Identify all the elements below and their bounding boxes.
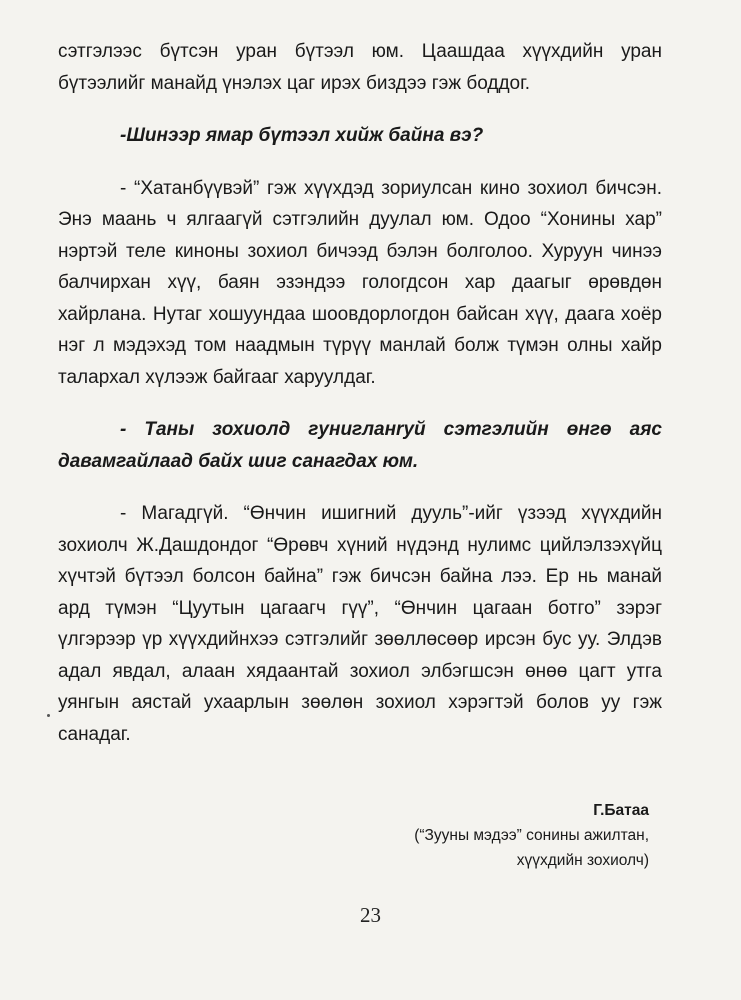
article-body bbox=[58, 36, 662, 750]
interview-question-2: - Таны зохиолд гунигланrуй сэтгэлийн өнгө аяс давамгайлаад байх шиг санагдах юм. bbox=[58, 419, 662, 472]
interview-question-1: -Шинээр ямар бүтээл хийж байна вэ? bbox=[120, 125, 484, 146]
answer-paragraph-2: - Магадгүй. “Өнчин ишигний дууль”-ийг үзээд хүүхдийн зохиолч Ж.Дашдондог “Өрөвч хүний нүдэнд нулимс цийлэлзэхүйц хүчтэй бүтээл болсон байна” гэж бичсэн байна лээ. Ер нь манай ард түмэн “Цуутын цагаагч гүү”, “Өнчин цагаан ботго” зэрэг үлгэрээр үр хүүхдийнхээ сэтгэлийг зөөллөсөөр ирсэн бус уу. Элдэв адал явдал, алаан хядаантай зохиол элбэгшсэн өнөө цагт утга уянгын аястай ухаарлын зөөлөн зохиол хэрэгтэй болов уу гэж санадаг. bbox=[58, 503, 662, 745]
paragraph-intro: сэтгэлээс бүтсэн уран бүтээл юм. Цаашдаа хүүхдийн уран бүтээлийг манайд үнэлэх цаг ирэх биздээ гэж боддог. bbox=[58, 41, 662, 94]
answer-paragraph-1: - “Хатанбүүвэй” гэж хүүхдэд зориулсан кино зохиол бичсэн. Энэ маань ч ялгаагүй сэтгэлийн дуулал юм. Одоо “Хонины хар” нэртэй теле киноны зохиол бичээд бэлэн болголоо. Хуруун чинээ балчирхан хүү, баян эзэндээ гологдсон хар даагыг өрөвдөн хайрлана. Нутаг хошуундаа шоовдорлогдон байсан хүү, даага хоёр нэг л мэдэхэд том наадмын түрүү манлай болж түмэн олны хайр талархал хүлээж байгааг харуулдаг. bbox=[58, 177, 662, 388]
author-title-line-2: хүүхдийн зохиолч) bbox=[516, 852, 649, 869]
page-number: 23 bbox=[360, 903, 381, 927]
author-signature bbox=[414, 798, 649, 873]
margin-mark bbox=[47, 714, 50, 717]
author-name: Г.Батаа bbox=[593, 802, 649, 819]
author-title-line-1: (“Зууны мэдээ” сонины ажилтан, bbox=[414, 827, 649, 844]
